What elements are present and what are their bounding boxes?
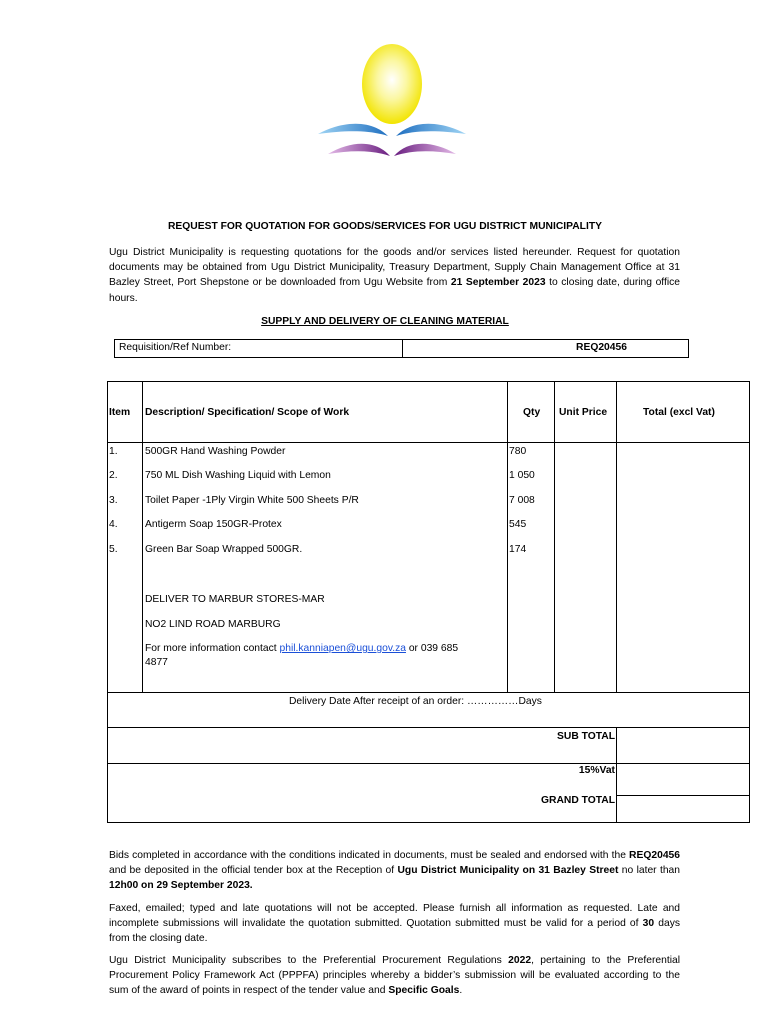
header-total: Total (excl Vat) xyxy=(643,407,715,418)
sub-total-label: SUB TOTAL xyxy=(557,731,615,742)
row-5-qty: 174 xyxy=(509,544,527,555)
row-4-description: Antigerm Soap 150GR-Protex xyxy=(145,519,282,530)
header-unit-price: Unit Price xyxy=(559,407,608,418)
contact-email-link[interactable]: phil.kanniapen@ugu.gov.za xyxy=(279,643,406,654)
ppr-paragraph: Ugu District Municipality subscribes to the Preferential Procurement Regulations 2022, pertaining to the Preferential Procurement Policy Framework Act (PPPFA) principles whereby a bidder’s submission will be evaluated according to the sum of the award of points in respect of the tender value and Specific Goals. xyxy=(109,955,680,997)
contact-phone-cont: 4877 xyxy=(145,657,168,668)
late-submission-paragraph: Faxed, emailed; typed and late quotations will not be accepted. Please furnish all information as requested. Late and incomplete submissions will invalidate the quotation submitted. Quotation submitted must be valid for a period of 30 days from the closing date. xyxy=(109,903,680,945)
row-5-item: 5. xyxy=(109,544,118,555)
row-1-item: 1. xyxy=(109,446,118,457)
row-1-description: 500GR Hand Washing Powder xyxy=(145,446,286,457)
row-3-item: 3. xyxy=(109,495,118,506)
row-2-item: 2. xyxy=(109,470,118,481)
contact-line: For more information contact phil.kanniapen@ugu.gov.za or 039 685 xyxy=(145,643,459,654)
vat-label: 15%Vat xyxy=(578,765,615,776)
row-4-item: 4. xyxy=(109,519,118,530)
requisition-number: REQ20456 xyxy=(576,342,627,353)
row-3-description: Toilet Paper -1Ply Virgin White 500 Sheets P/R xyxy=(145,495,359,506)
header-qty: Qty xyxy=(523,407,541,418)
row-2-qty: 1 050 xyxy=(509,470,535,481)
row-3-qty: 7 008 xyxy=(509,495,535,506)
header-description: Description/ Specification/ Scope of Work xyxy=(145,407,350,418)
row-1-qty: 780 xyxy=(509,446,527,457)
row-4-qty: 545 xyxy=(509,519,527,530)
row-5-description: Green Bar Soap Wrapped 500GR. xyxy=(145,544,303,555)
delivery-address: NO2 LIND ROAD MARBURG xyxy=(145,619,281,630)
requisition-label: Requisition/Ref Number: xyxy=(119,342,232,353)
quotation-table xyxy=(107,381,750,822)
requisition-box xyxy=(114,339,689,358)
document-title: REQUEST FOR QUOTATION FOR GOODS/SERVICES FOR UGU DISTRICT MUNICIPALITY xyxy=(167,221,602,232)
deliver-to: DELIVER TO MARBUR STORES-MAR xyxy=(145,594,325,605)
header-item: Item xyxy=(109,407,131,418)
delivery-date: Delivery Date After receipt of an order: ……………Days xyxy=(289,696,542,707)
row-2-description: 750 ML Dish Washing Liquid with Lemon xyxy=(145,470,331,481)
ugu-logo xyxy=(316,42,468,170)
submission-paragraph: Bids completed in accordance with the conditions indicated in documents, must be sealed and endorsed with the REQ20456 and be deposited in the official tender box at the Reception of Ugu District Municipality on 31 Bazley Street no later than 12h00 on 29 September 2023. xyxy=(109,850,680,892)
grand-total-label: GRAND TOTAL xyxy=(541,795,615,806)
section-subtitle: SUPPLY AND DELIVERY OF CLEANING MATERIAL xyxy=(261,316,509,327)
intro-paragraph: Ugu District Municipality is requesting quotations for the goods and/or services listed hereunder. Request for quotation documents may be obtained from Ugu District Municipality, Treasury Department, Supply Chain Management Office at 31 Bazley Street, Port Shepstone or be downloaded from Ugu Website from 21 September 2023 to closing date, during office hours. xyxy=(109,247,680,304)
